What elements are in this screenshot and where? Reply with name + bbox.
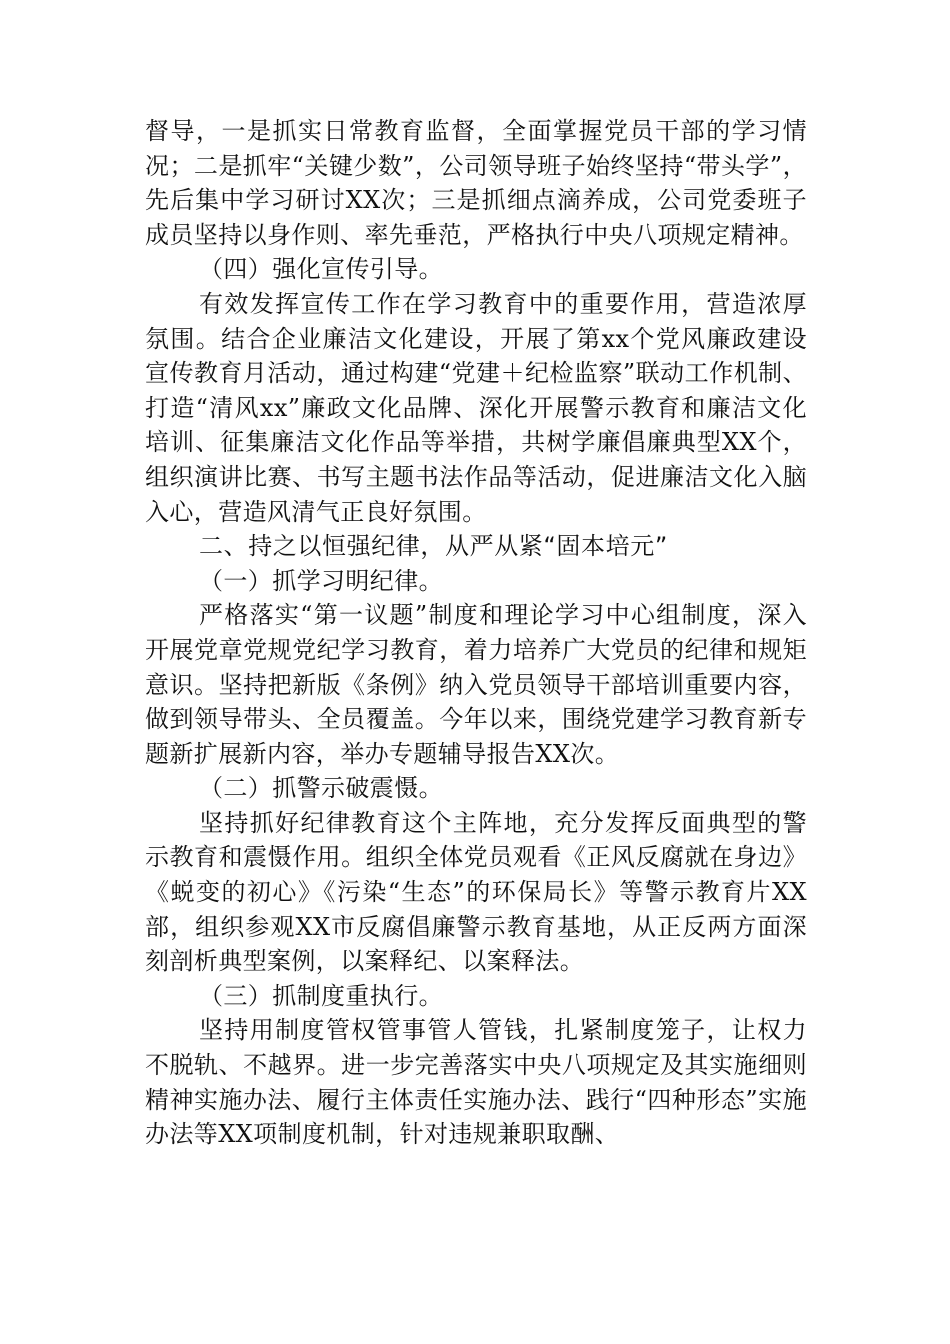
section-heading: 二、持之以恒强纪律，从严从紧“固本培元”	[199, 532, 668, 561]
body-paragraph: 有效发挥宣传工作在学习教育中的重要作用，营造浓厚氛围。结合企业廉洁文化建设，开展了第xx个党风廉政建设宣传教育月活动，通过构建“党建＋纪检监察”联动工作机制、打造“清风xx”廉政文化品牌、深化开展警示教育和廉洁文化培训、征集廉洁文化作品等举措，共树学廉倡廉典型XX个，组织演讲比赛、书写主题书法作品等活动，促进廉洁文化入脑入心，营造风清气正良好氛围。	[145, 289, 807, 526]
document-body	[145, 114, 807, 1152]
body-paragraph: 督导，一是抓实日常教育监督，全面掌握党员干部的学习情况；二是抓牢“关键少数”，公司领导班子始终坚持“带头学”，先后集中学习研讨XX次；三是抓细点滴养成，公司党委班子成员坚持以身作则、率先垂范，严格执行中央八项规定精神。	[145, 117, 807, 249]
body-paragraph: 严格落实“第一议题”制度和理论学习中心组制度，深入开展党章党规党纪学习教育，着力培养广大党员的纪律和规矩意识。坚持把新版《条例》纳入党员领导干部培训重要内容，做到领导带头、全员覆盖。今年以来，围绕党建学习教育新专题新扩展新内容，举办专题辅导报告XX次。	[145, 601, 807, 768]
section-subheading: （三）抓制度重执行。	[199, 981, 443, 1010]
section-subheading: （一）抓学习明纪律。	[199, 566, 443, 595]
section-subheading: （二）抓警示破震慑。	[199, 774, 443, 803]
body-paragraph: 坚持用制度管权管事管人管钱，扎紧制度笼子，让权力不脱轨、不越界。进一步完善落实中央八项规定及其实施细则精神实施办法、履行主体责任实施办法、践行“四种形态”实施办法等XX项制度机制，针对违规兼职取酬、	[145, 1016, 807, 1149]
body-paragraph: 坚持抓好纪律教育这个主阵地，充分发挥反面典型的警示教育和震慑作用。组织全体党员观看《正风反腐就在身边》《蜕变的初心》《污染“生态”的环保局长》等警示教育片XX部，组织参观XX市反腐倡廉警示教育基地，从正反两方面深刻剖析典型案例，以案释纪、以案释法。	[145, 808, 807, 976]
section-subheading: （四）强化宣传引导。	[199, 255, 443, 284]
